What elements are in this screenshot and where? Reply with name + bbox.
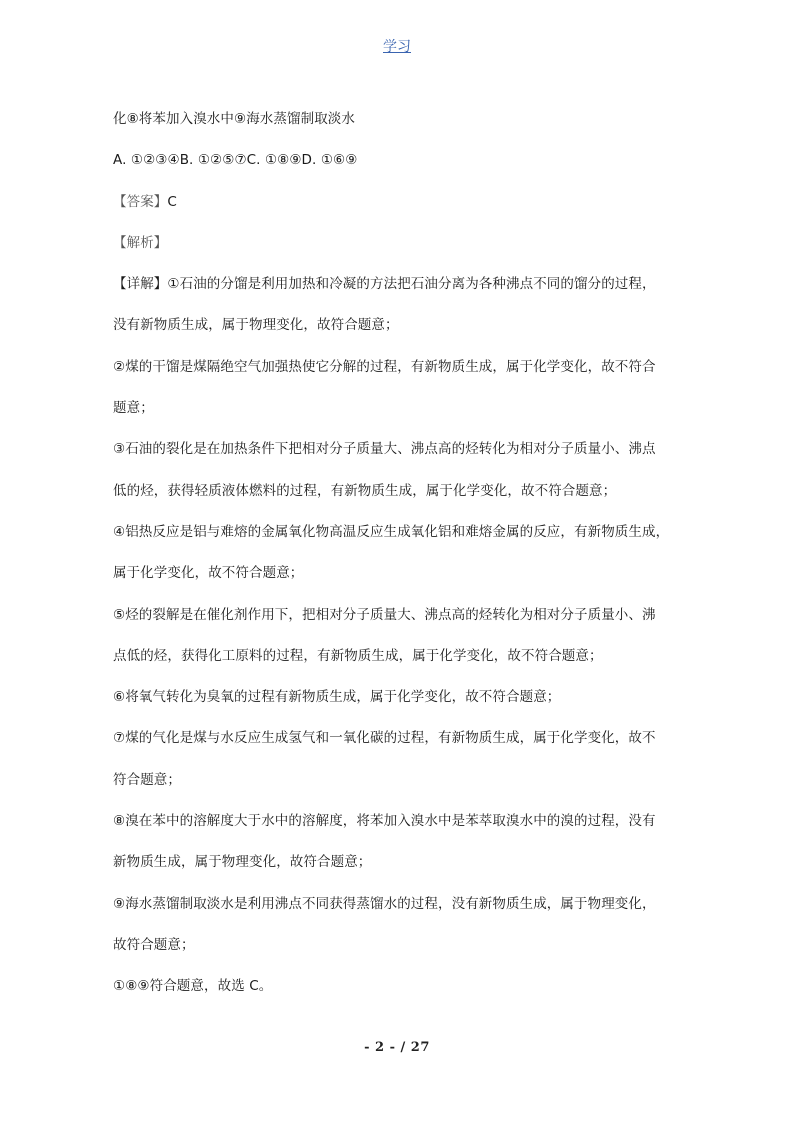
detail-line: 新物质生成，属于物理变化，故符合题意； [113, 854, 372, 871]
detail-line: 点低的烃，获得化工原料的过程，有新物质生成，属于化学变化，故不符合题意； [113, 647, 603, 664]
document-body [113, 106, 693, 1015]
detail-line: 没有新物质生成，属于物理变化，故符合题意； [113, 317, 399, 334]
answer-line [113, 189, 693, 230]
question-tail: 化⑧将苯加入溴水中⑨海水蒸馏制取淡水 [113, 111, 356, 127]
detail-line: 低的烃，获得轻质液体燃料的过程，有新物质生成，属于化学变化，故不符合题意； [113, 482, 617, 499]
detail-line: 故符合题意； [113, 936, 195, 953]
detail-line [113, 271, 693, 312]
detail-text: ①石油的分馏是利用加热和冷凝的方法把石油分离为各种沸点不同的馏分的过程， [167, 276, 656, 293]
detail-line: ⑤烃的裂解是在催化剂作用下，把相对分子质量大、沸点高的烃转化为相对分子质量小、沸 [113, 606, 656, 623]
analysis-label: 【解析】 [113, 234, 168, 251]
answer-value: C [167, 193, 177, 210]
detail-line: ③石油的裂化是在加热条件下把相对分子质量大、沸点高的烃转化为相对分子质量小、沸点 [113, 441, 656, 458]
detail-line: ④铝热反应是铝与难熔的金属氧化物高温反应生成氧化铝和难熔金属的反应，有新物质生成， [113, 523, 670, 540]
header-link[interactable]: 学习 [383, 39, 411, 55]
answer-label: 【答案】 [113, 193, 168, 210]
detail-line: ⑨海水蒸馏制取淡水是利用沸点不同获得蒸馏水的过程，没有新物质生成，属于物理变化， [113, 895, 656, 912]
detail-line: ②煤的干馏是煤隔绝空气加强热使它分解的过程，有新物质生成，属于化学变化，故不符合 [113, 358, 656, 375]
detail-line: ⑥将氧气转化为臭氧的过程有新物质生成，属于化学变化，故不符合题意； [113, 689, 561, 706]
analysis-line [113, 230, 693, 271]
detail-line: 符合题意； [113, 771, 181, 788]
detail-line: ①⑧⑨符合题意，故选 C。 [113, 978, 273, 995]
detail-line: 属于化学变化，故不符合题意； [113, 565, 304, 582]
detail-label: 【详解】 [113, 276, 168, 293]
detail-line: ⑦煤的气化是煤与水反应生成氢气和一氧化碳的过程，有新物质生成，属于化学变化，故不 [113, 730, 656, 747]
page-number: - 2 - / 27 [364, 1040, 430, 1055]
detail-line: 题意； [113, 400, 154, 417]
question-options: A. ①②③④B. ①②⑤⑦C. ①⑧⑨D. ①⑥⑨ [113, 152, 358, 169]
detail-line: ⑧溴在苯中的溶解度大于水中的溶解度，将苯加入溴水中是苯萃取溴水中的溴的过程，没有 [113, 813, 656, 830]
